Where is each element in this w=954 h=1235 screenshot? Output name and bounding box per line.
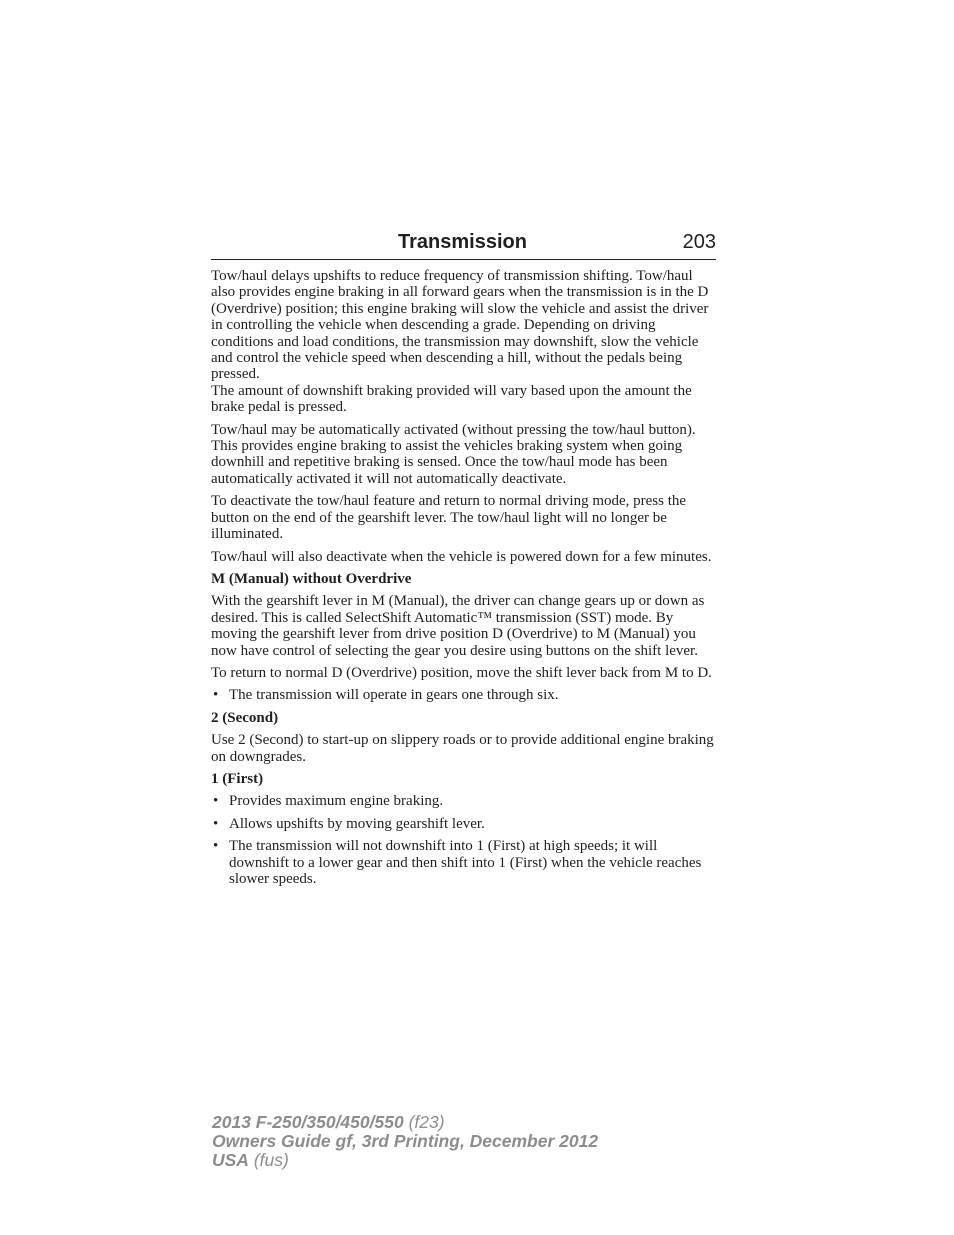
footer-model: 2013 F-250/350/450/550 [212,1112,404,1132]
list-item-text: Provides maximum engine braking. [229,793,444,810]
section-title: Transmission [398,231,527,253]
heading-second: 2 (Second) [211,709,279,726]
footer-market: USA [212,1150,249,1170]
page-header [211,229,716,260]
paragraph-manual-mode: With the gearshift lever in M (Manual), the driver can change gears up or down as desired. This is called SelectShift Automatic™ transmission (SST) mode. By moving the gearshift lever from drive position D (Overdrive) to M (Manual) you now have control of selecting the gear you desire using buttons on the shift lever. [211,593,705,659]
page-footer [212,1113,598,1170]
list-item [211,838,717,887]
list-item-text: Allows upshifts by moving gearshift lever. [229,815,485,832]
manual-bullet-list [211,687,717,703]
list-item [211,687,717,703]
list-item [211,793,717,809]
paragraph-deactivate: To deactivate the tow/haul feature and return to normal driving mode, press the button on the end of the gearshift lever. The tow/haul light will no longer be illuminated. [211,493,687,543]
first-bullet-list [211,793,717,887]
paragraph-power-down: Tow/haul will also deactivate when the vehicle is powered down for a few minutes. [211,548,712,565]
list-item-text: The transmission will not downshift into 1 (First) at high speeds; it will downshift to a lower gear and then shift into 1 (First) when the vehicle reaches slower speeds. [229,838,702,887]
page-number: 203 [682,231,716,253]
heading-first: 1 (First) [211,770,264,787]
paragraph-auto-activation: Tow/haul may be automatically activated (without pressing the tow/haul button). This provides engine braking to assist the vehicles braking system when going downhill and repetitive braking is sensed. Once the tow/haul mode has been automatically activated it will not automatically deactivate. [211,421,696,487]
paragraph-second-gear: Use 2 (Second) to start-up on slippery roads or to provide additional engine braking on downgrades. [211,732,714,765]
footer-market-code: (fus) [253,1150,289,1170]
paragraph-return-overdrive: To return to normal D (Overdrive) position, move the shift lever back from M to D. [211,664,712,681]
list-item [211,816,717,832]
bullet-icon: • [213,815,219,832]
paragraph-tow-haul-intro: Tow/haul delays upshifts to reduce frequency of transmission shifting. Tow/haul also provides engine braking in all forward gears when the transmission is in the D (Overdrive) position; this engine braking will slow the vehicle and assist the driver in controlling the vehicle when descending a grade. Depending on driving conditions and load conditions, the transmission may downshift, slow the vehicle and control the vehicle speed when descending a hill, without the pedals being pressed. [211,268,709,383]
paragraph-downshift-braking: The amount of downshift braking provided will vary based upon the amount the brake pedal is pressed. [211,382,692,416]
footer-guide-info: Owners Guide gf, 3rd Printing, December 2012 [212,1131,599,1151]
bullet-icon: • [213,793,219,810]
list-item-text: The transmission will operate in gears one through six. [229,687,559,704]
footer-line-market [212,1151,598,1170]
bullet-icon: • [213,838,219,855]
footer-model-code: (f23) [408,1112,445,1132]
heading-manual: M (Manual) without Overdrive [211,570,412,587]
footer-line-model [212,1113,598,1132]
bullet-icon: • [213,687,219,704]
page-content [211,268,717,893]
